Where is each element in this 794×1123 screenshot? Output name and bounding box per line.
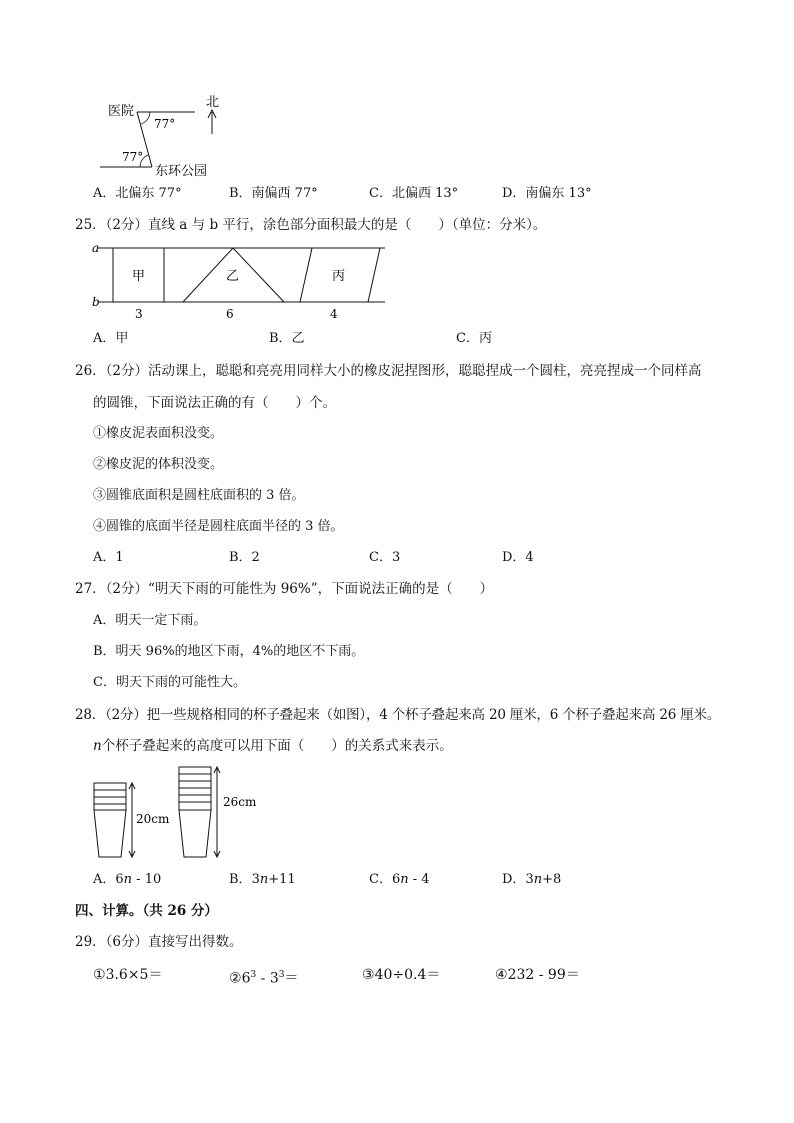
direction-figure	[100, 90, 260, 182]
expression: 3.6×5＝	[105, 967, 163, 983]
circled-number: ④	[93, 519, 107, 534]
q24-option-d: D．南偏东 13°	[502, 186, 592, 201]
circled-number: ③	[93, 488, 107, 503]
cup-rim	[94, 783, 126, 790]
q25-option-a: A．甲	[93, 331, 129, 346]
cup-rim	[179, 788, 211, 795]
q25-question: 25．（2分）直线 a 与 b 平行，涂色部分面积最大的是（ ）（单位：分米）。	[75, 217, 547, 233]
cup-rim	[94, 804, 126, 810]
circled-number: ①	[93, 967, 106, 983]
q28-question-line1: 28．（2分）把一些规格相同的杯子叠起来（如图），4 个杯子叠起来高 20 厘米，6 个杯子叠起来高 26 厘米。	[75, 707, 721, 723]
coef: 3	[525, 872, 534, 887]
cup-body	[94, 810, 126, 857]
shape-jia-label: 甲	[132, 269, 146, 284]
q26-statement-1	[93, 424, 223, 444]
option-letter: A．	[93, 872, 116, 887]
constant: +11	[268, 872, 296, 887]
q29-item-2	[229, 965, 299, 989]
cup-rim	[179, 774, 211, 781]
q25-option-b: B．乙	[269, 331, 305, 346]
q27-option-a: A．明天一定下雨。	[93, 613, 207, 628]
expression: 40÷0.4＝	[374, 967, 441, 983]
circled-number: ①	[93, 426, 107, 441]
expression: 232 - 99＝	[507, 967, 580, 983]
angle-bottom-label: 77°	[122, 150, 144, 164]
base-jia-label: 3	[135, 307, 143, 321]
q26-statement-4	[93, 517, 344, 537]
variable-n: n	[93, 738, 102, 754]
base-yi-label: 6	[226, 307, 234, 321]
option-letter: D．	[502, 872, 526, 887]
constant: - 10	[132, 872, 162, 887]
cup-stack-6	[179, 767, 211, 857]
q24-option-c: C．北偏西 13°	[369, 186, 459, 201]
q29-item-3	[362, 965, 440, 985]
cup-rim	[179, 767, 211, 774]
variable-n: n	[259, 872, 269, 887]
variable-n: n	[123, 872, 133, 887]
exponent: 3	[250, 970, 257, 980]
cup-rim	[179, 802, 211, 810]
circled-number: ②	[93, 457, 107, 472]
q26-statement-2	[93, 455, 223, 475]
north-label: 北	[206, 95, 220, 110]
q26-statement-3	[93, 486, 305, 506]
circled-number: ④	[495, 967, 508, 983]
circled-number: ③	[362, 967, 375, 983]
q27-option-b: B．明天 96%的地区下雨，4%的地区不下雨。	[93, 644, 365, 659]
stacked-cups-figure	[88, 762, 278, 862]
cup-stack-4	[94, 783, 126, 857]
equals: ＝	[284, 970, 299, 987]
coef: 6	[391, 872, 401, 887]
q28-option-b	[229, 870, 296, 890]
q29-item-1	[93, 965, 162, 985]
q28-option-c	[369, 870, 430, 890]
option-letter: B．	[229, 872, 252, 887]
hospital-label: 医院	[108, 104, 135, 119]
operator-term: - 3	[256, 970, 279, 987]
q26-option-b: B．2	[229, 550, 260, 565]
q26-option-d: D．4	[502, 550, 534, 565]
constant: +8	[542, 872, 562, 887]
coef: 6	[115, 872, 124, 887]
height-label-20cm: 20cm	[136, 812, 170, 826]
q25-option-c: C．丙	[456, 331, 492, 346]
exponent: 3	[278, 970, 285, 980]
option-letter: C．	[369, 872, 392, 887]
q27-option-c: C．明天下雨的可能性大。	[93, 675, 246, 690]
shape-bing-label: 丙	[332, 269, 346, 284]
q28-option-d	[502, 870, 561, 890]
q26-question-line2: 的圆锥，下面说法正确的有（ ）个。	[93, 395, 336, 411]
coef: 3	[251, 872, 260, 887]
q26-option-a: A．1	[93, 550, 124, 565]
q28-option-a	[93, 870, 161, 890]
label-b: b	[92, 295, 100, 309]
statement-text: 橡皮泥表面积没变。	[106, 426, 224, 441]
q29-item-4	[495, 965, 580, 985]
shape-yi-label: 乙	[226, 269, 240, 284]
cup-rim	[179, 795, 211, 802]
height-label-26cm: 26cm	[223, 795, 257, 809]
q28-question-line2	[93, 736, 453, 756]
cup-rim	[94, 797, 126, 804]
cup-rim	[179, 781, 211, 788]
q24-option-b: B．南偏西 77°	[229, 186, 318, 201]
base-bing-label: 4	[330, 307, 338, 321]
statement-text: 圆锥的底面半径是圆柱底面半径的 3 倍。	[106, 519, 344, 534]
q29-question: 29．（6分）直接写出得数。	[75, 934, 243, 950]
q26-question-line1: 26．（2分）活动课上，聪聪和亮亮用同样大小的橡皮泥捏图形，聪聪捏成一个圆柱，亮亮捏成一个同样高	[75, 363, 702, 379]
circled-number: ②	[229, 970, 242, 987]
section-4-title: 四、计算。（共 26 分）	[75, 903, 218, 919]
cup-rim	[94, 790, 126, 797]
q27-question: 27．（2分）“明天下雨的可能性为 96%”，下面说法正确的是（ ）	[75, 581, 494, 597]
variable-n: n	[533, 872, 543, 887]
label-a: a	[92, 241, 100, 255]
angle-arc-top	[141, 112, 150, 124]
park-label: 东环公园	[155, 164, 208, 179]
statement-text: 圆锥底面积是圆柱底面积的 3 倍。	[106, 488, 305, 503]
base: 6	[241, 970, 251, 987]
q24-option-a: A．北偏东 77°	[93, 186, 182, 201]
statement-text: 橡皮泥的体积没变。	[106, 457, 224, 472]
variable-n: n	[400, 872, 409, 887]
q26-option-c: C．3	[369, 550, 401, 565]
parallel-lines-figure	[88, 240, 398, 322]
q28-line2-text: 个杯子叠起来的高度可以用下面（ ）的关系式来表示。	[101, 738, 453, 754]
angle-top-label: 77°	[154, 117, 176, 131]
cup-body	[179, 810, 211, 857]
constant: - 4	[408, 872, 430, 887]
